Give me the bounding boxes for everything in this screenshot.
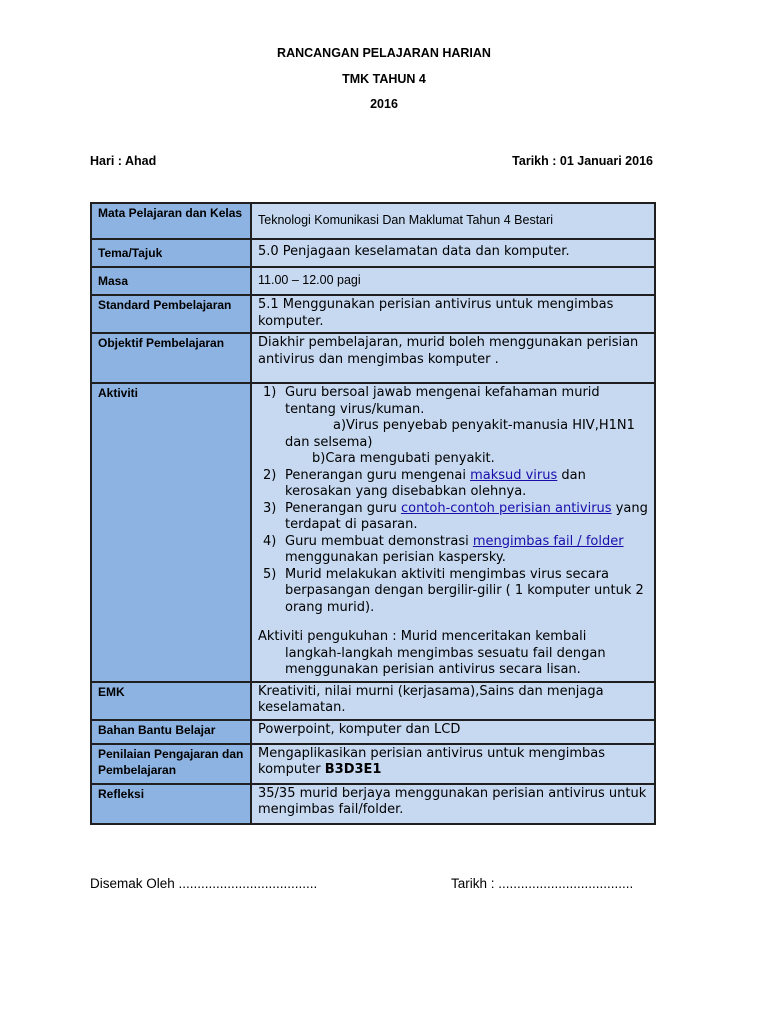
row-value: Teknologi Komunikasi Dan Maklumat Tahun 4 Bestari: [251, 203, 655, 239]
table-row: [91, 720, 655, 744]
row-value: 5.0 Penjagaan keselamatan data dan komputer.: [251, 239, 655, 267]
table-row: [91, 239, 655, 267]
document-title: RANCANGAN PELAJARAN HARIAN: [277, 46, 491, 60]
closing-activity-rest: langkah-langkah mengimbas sesuatu fail dengan menggunakan perisian antivirus secara lisan.: [285, 645, 606, 677]
table-row: [91, 333, 655, 383]
list-number: 2): [263, 467, 277, 483]
activity-text: yang terdapat di pasaran.: [285, 500, 648, 532]
row-value: Powerpoint, komputer dan LCD: [251, 720, 655, 744]
table-row: [91, 744, 655, 784]
row-label: Penilaian Pengajaran dan Pembelajaran: [91, 744, 251, 784]
list-item: [258, 385, 648, 468]
row-label: Objektif Pembelajaran: [91, 333, 251, 383]
row-label: Masa: [91, 267, 251, 295]
antivirus-examples-link[interactable]: contoh-contoh perisian antivirus: [400, 500, 612, 516]
list-number: 4): [263, 533, 277, 549]
row-value: Diakhir pembelajaran, murid boleh menggunakan perisian antivirus dan mengimbas komputer .: [251, 333, 655, 383]
list-number: 5): [263, 566, 277, 582]
maksud-virus-link[interactable]: maksud virus: [470, 467, 558, 483]
table-row: [91, 383, 655, 682]
table-row: [91, 295, 655, 333]
activity-text: Penerangan guru: [285, 500, 401, 516]
table-row: [91, 784, 655, 824]
activity-text: Guru membuat demonstrasi: [285, 533, 473, 549]
table-row: [91, 682, 655, 720]
row-value: 5.1 Menggunakan perisian antivirus untuk mengimbas komputer.: [251, 295, 655, 333]
row-value: Mengaplikasikan perisian antivirus untuk mengimbas komputer: [258, 745, 605, 777]
assessment-code: B3D3E1: [324, 762, 382, 777]
activity-sub-item: a)Virus penyebab penyakit-manusia HIV,H1N1: [333, 418, 635, 433]
row-value: 11.00 – 12.00 pagi: [251, 267, 655, 295]
list-item: [258, 567, 648, 617]
row-value: 35/35 murid berjaya menggunakan perisian antivirus untuk mengimbas fail/folder.: [251, 784, 655, 824]
list-number: 3): [263, 500, 277, 516]
activity-text: Penerangan guru mengenai: [285, 467, 471, 483]
list-item: [258, 534, 648, 567]
document-subtitle: TMK TAHUN 4: [342, 72, 426, 86]
row-label: Bahan Bantu Belajar: [91, 720, 251, 744]
closing-activity-first: Aktiviti pengukuhan : Murid menceritakan kembali: [258, 629, 587, 644]
table-row: [91, 203, 655, 239]
row-label: Tema/Tajuk: [91, 239, 251, 267]
date-label: Tarikh : 01 Januari 2016: [512, 154, 653, 168]
activity-sub-item-cont: dan selsema): [285, 434, 373, 450]
row-label: Refleksi: [91, 784, 251, 824]
row-label: EMK: [91, 682, 251, 720]
activity-text: menggunakan perisian kaspersky.: [285, 550, 506, 565]
activity-sub-item: b)Cara mengubati penyakit.: [312, 451, 495, 466]
activity-text: dan kerosakan yang disebabkan olehnya.: [285, 467, 586, 499]
row-label: Aktiviti: [91, 383, 251, 682]
day-label: Hari : Ahad: [90, 154, 157, 168]
scan-folder-link[interactable]: mengimbas fail / folder: [472, 533, 624, 549]
checked-by-line: Disemak Oleh .....................................: [90, 876, 318, 891]
assessment-cell: [251, 744, 655, 784]
footer-date-line: Tarikh : ....................................: [451, 876, 634, 891]
document-year: 2016: [370, 97, 398, 111]
lesson-plan-table: [90, 202, 656, 825]
activity-text: Guru bersoal jawab mengenai kefahaman murid tentang virus/kuman.: [285, 385, 600, 417]
row-value: Kreativiti, nilai murni (kerjasama),Sains dan menjaga keselamatan.: [251, 682, 655, 720]
activity-text: Murid melakukan aktiviti mengimbas virus secara berpasangan dengan bergilir-gilir ( 1 komputer untuk 2 orang murid).: [285, 566, 644, 615]
activity-cell: [251, 383, 655, 682]
table-row: [91, 267, 655, 295]
list-item: [258, 501, 648, 534]
row-label: Mata Pelajaran dan Kelas: [91, 203, 251, 239]
list-item: [258, 468, 648, 501]
row-label: Standard Pembelajaran: [91, 295, 251, 333]
list-number: 1): [263, 385, 277, 400]
activity-list: [258, 385, 648, 616]
